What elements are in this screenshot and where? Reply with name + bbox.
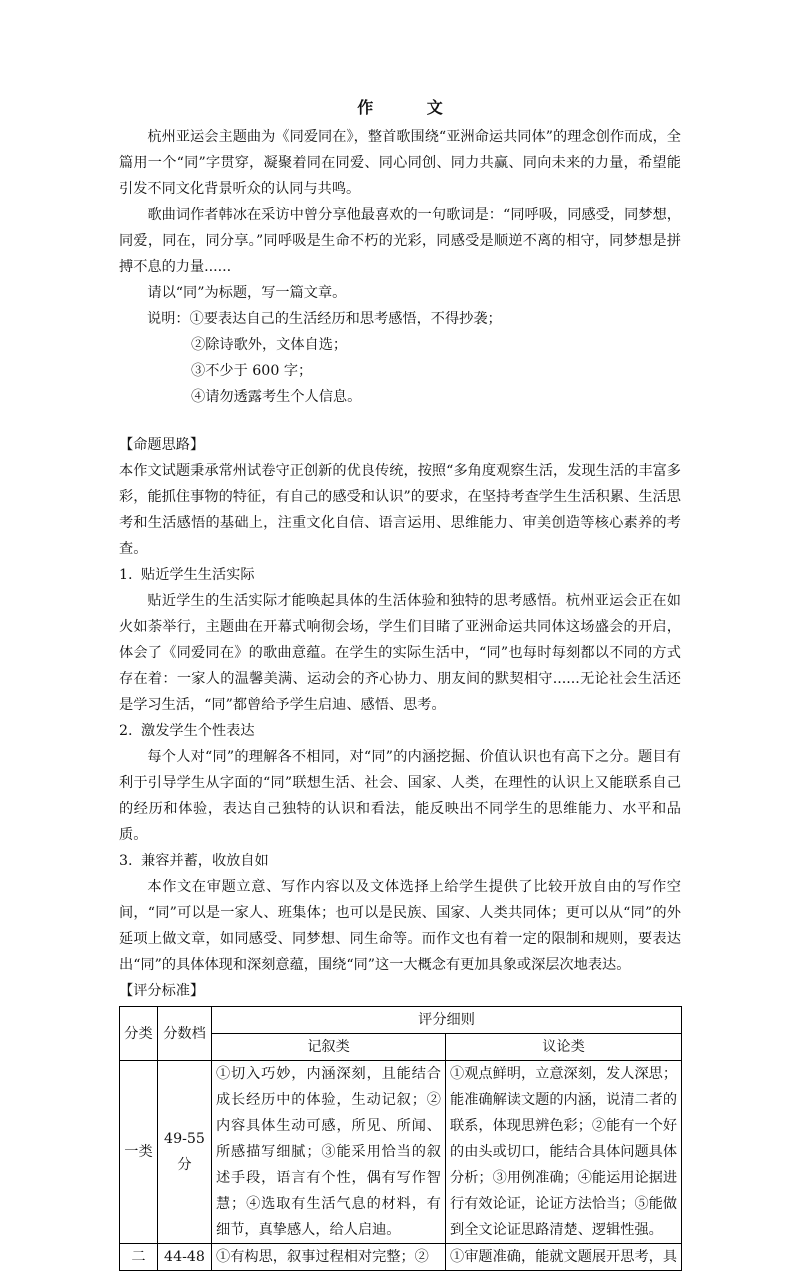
- essay-prompt: 请以“同”为标题，写一篇文章。: [147, 285, 347, 301]
- point-number: 1.: [119, 567, 133, 583]
- row-argument: ①审题准确，能就文题展开思考，具: [446, 1244, 682, 1271]
- point-title: 激发学生个性表达: [141, 723, 255, 739]
- point-number: 3.: [119, 853, 133, 869]
- notes-item-2: ②除诗歌外，文体自选；: [191, 337, 348, 353]
- row-score: 49-55分: [158, 1061, 212, 1244]
- table-row: [120, 1061, 682, 1244]
- rationale-heading: 【命题思路】: [119, 437, 205, 453]
- header-detail: 评分细则: [212, 1007, 682, 1034]
- header-narrative: 记叙类: [212, 1034, 446, 1061]
- intro-paragraph-1: 杭州亚运会主题曲为《同爱同在》，整首歌围绕“亚洲命运共同体”的理念创作而成，全篇用一个“同”字贯穿，凝聚着同在同爱、同心同创、同力共赢、同向未来的力量，希望能引发不同文化背景听众的认同与共鸣。: [119, 129, 681, 197]
- header-category: 分类: [120, 1007, 158, 1061]
- point-title: 贴近学生生活实际: [141, 567, 255, 583]
- rationale-point-1-body: 贴近学生的生活实际才能唤起具体的生活体验和独特的思考感悟。杭州亚运会正在如火如荼举行，主题曲在开幕式响彻会场，学生们目睹了亚洲命运共同体这场盛会的开启，体会了《同爱同在》的歌曲意蕴。在学生的实际生活中，“同”也每时每刻都以不同的方式存在着：一家人的温馨美满、运动会的齐心协力、朋友间的默契相守......无论社会生活还是学习生活，“同”都曾给予学生启迪、感悟、思考。: [119, 593, 681, 713]
- notes-head: 说明：①要表达自己的生活经历和思考感悟，不得抄袭；: [147, 311, 502, 327]
- rationale-point-2-title: [119, 718, 681, 744]
- point-number: 2.: [119, 723, 133, 739]
- notes-item-3: ③不少于 600 字；: [191, 363, 313, 379]
- rationale-point-3-body: 本作文在审题立意、写作内容以及文体选择上给学生提供了比较开放自由的写作空间，“同”可以是一家人、班集体；也可以是民族、国家、人类共同体；更可以从“同”的外延项上做文章，如同感受、同梦想、同生命等。而作文也有着一定的限制和规则，要表达出“同”的具体体现和深刻意蕴，围绕“同”这一大概念有更加具象或深层次地表达。: [119, 879, 681, 973]
- row-narrative: ①有构思，叙事过程相对完整；②: [212, 1244, 446, 1271]
- grading-heading: 【评分标准】: [119, 983, 205, 999]
- rationale-point-2-body: 每个人对“同”的理解各不相同，对“同”的内涵挖掘、价值认识也有高下之分。题目有利于引导学生从字面的“同”联想生活、社会、国家、人类，在理性的认识上又能联系自己的经历和体验，表达自己独特的认识和看法，能反映出不同学生的思维能力、水平和品质。: [119, 749, 681, 843]
- intro-paragraph-2: 歌曲词作者韩冰在采访中曾分享他最喜欢的一句歌词是：“同呼吸，同感受，同梦想，同爱，同在，同分享。”同呼吸是生命不朽的光彩，同感受是顺逆不离的相守，同梦想是拼搏不息的力量......: [119, 207, 681, 275]
- table-row: [120, 1244, 682, 1271]
- essay-title: 作 文: [357, 98, 467, 117]
- document-body: [119, 96, 681, 1271]
- row-argument: ①观点鲜明，立意深刻，发人深思；能准确解读文题的内涵，说清二者的联系，体现思辨色彩；②能有一个好的由头或切口，能结合具体问题具体分析；③用例准确；④能运用论据进行有效论证，论证方法恰当；⑤能做到全文论证思路清楚、逻辑性强。: [446, 1061, 682, 1244]
- row-category: 一类: [120, 1061, 158, 1244]
- header-score: 分数档: [158, 1007, 212, 1061]
- rationale-summary: 本作文试题秉承常州试卷守正创新的优良传统，按照“多角度观察生活，发现生活的丰富多彩，能抓住事物的特征，有自己的感受和认识”的要求，在坚持考查学生生活积累、生活思考和生活感悟的基础上，注重文化自信、语言运用、思维能力、审美创造等核心素养的考查。: [119, 463, 681, 557]
- row-score: 44-48: [158, 1244, 212, 1271]
- row-category: 二: [120, 1244, 158, 1271]
- rationale-point-3-title: [119, 848, 681, 874]
- grading-table: [119, 1006, 682, 1271]
- rationale-point-1-title: [119, 562, 681, 588]
- point-title: 兼容并蓄，收放自如: [141, 853, 269, 869]
- notes-item-4: ④请勿透露考生个人信息。: [191, 389, 362, 405]
- row-narrative: ①切入巧妙，内涵深刻，且能结合成长经历中的体验，生动记叙；②内容具体生动可感，所见、所闻、所感描写细腻；③能采用恰当的叙述手段，语言有个性，偶有写作智慧；④选取有生活气息的材料，有细节，真挚感人，给人启迪。: [212, 1061, 446, 1244]
- header-argument: 议论类: [446, 1034, 682, 1061]
